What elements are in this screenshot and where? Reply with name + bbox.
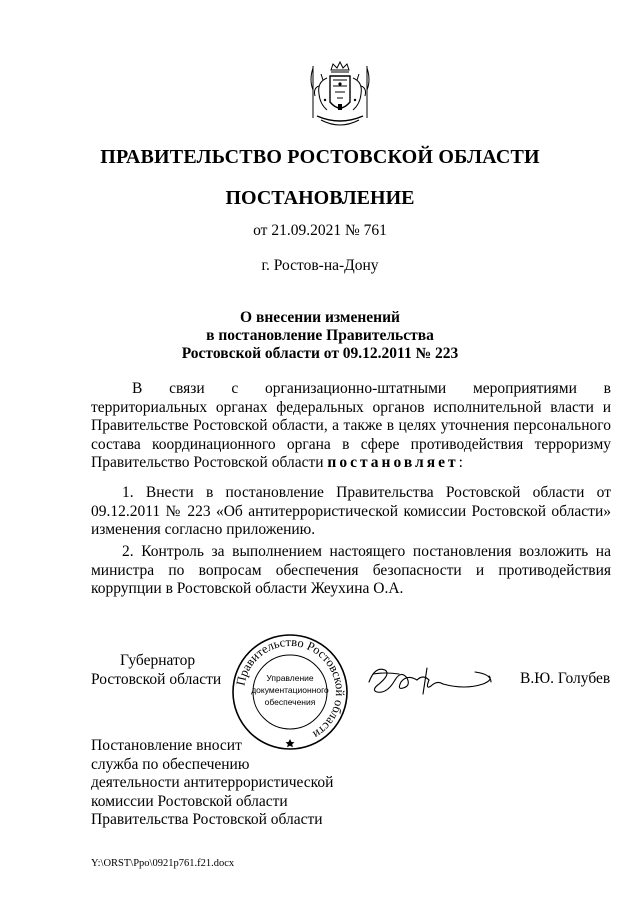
- note-line: Правительства Ростовской области: [91, 811, 323, 829]
- preamble-text: В связи с организационно-штатными мероприятиями в территориальных органах федеральных органов исполнительной власти и Правительстве Ростовской области, а также в целях уточнения персонального состава координационного органа в сфере противодействия терроризму Правительство Ростовской области: [91, 380, 611, 472]
- signatory-title-line: Ростовской области: [91, 670, 222, 688]
- decree-word: постановляет: [327, 454, 459, 472]
- government-title: ПРАВИТЕЛЬСТВО РОСТОВСКОЙ ОБЛАСТИ: [100, 146, 540, 168]
- preamble-end: :: [458, 454, 463, 472]
- item-1-paragraph: 1. Внести в постановление Правительства Ростовской области от 09.12.2011 № 223 «Об антитеррористической комиссии Ростовской области» изменения согласно приложению.: [91, 484, 611, 539]
- subject-line: в постановление Правительства: [206, 327, 434, 344]
- round-seal-icon: [230, 633, 350, 751]
- file-path: Y:\ORST\Ppo\0921p761.f21.docx: [91, 858, 235, 869]
- document-date-number: от 21.09.2021 № 761: [253, 222, 387, 239]
- note-line: деятельности антитеррористической: [91, 774, 334, 792]
- note-line: Постановление вносит: [91, 737, 242, 754]
- signatory-title-line: Губернатор: [120, 652, 196, 669]
- coat-of-arms-icon: [307, 60, 373, 130]
- document-type: ПОСТАНОВЛЕНИЕ: [225, 187, 415, 209]
- preamble-paragraph: [91, 380, 611, 473]
- seal-outer-text: Правительство Ростовской области: [233, 634, 348, 742]
- note-line: комиссии Ростовской области: [91, 792, 288, 810]
- signatory-name: В.Ю. Голубев: [520, 670, 611, 687]
- note-line: служба по обеспечению: [91, 755, 250, 773]
- item-2-paragraph: 2. Контроль за выполнением настоящего постановления возложить на министра по вопросам обеспечения безопасности и противодействия коррупции в Ростовской области Жеухина О.А.: [91, 543, 611, 598]
- seal-inner-line: документационного: [251, 685, 329, 695]
- subject-line: Ростовской области от 09.12.2011 № 223: [181, 345, 459, 362]
- document-city: г. Ростов-на-Дону: [261, 257, 379, 274]
- seal-inner-line: Управление: [266, 673, 314, 683]
- signatory-title: [91, 652, 221, 689]
- document-subject: [0, 309, 640, 363]
- subject-line: О внесении изменений: [240, 309, 400, 326]
- seal-inner-line: обеспечения: [264, 697, 316, 707]
- handwritten-signature-icon: [365, 660, 495, 700]
- submitted-by-note: [91, 737, 333, 830]
